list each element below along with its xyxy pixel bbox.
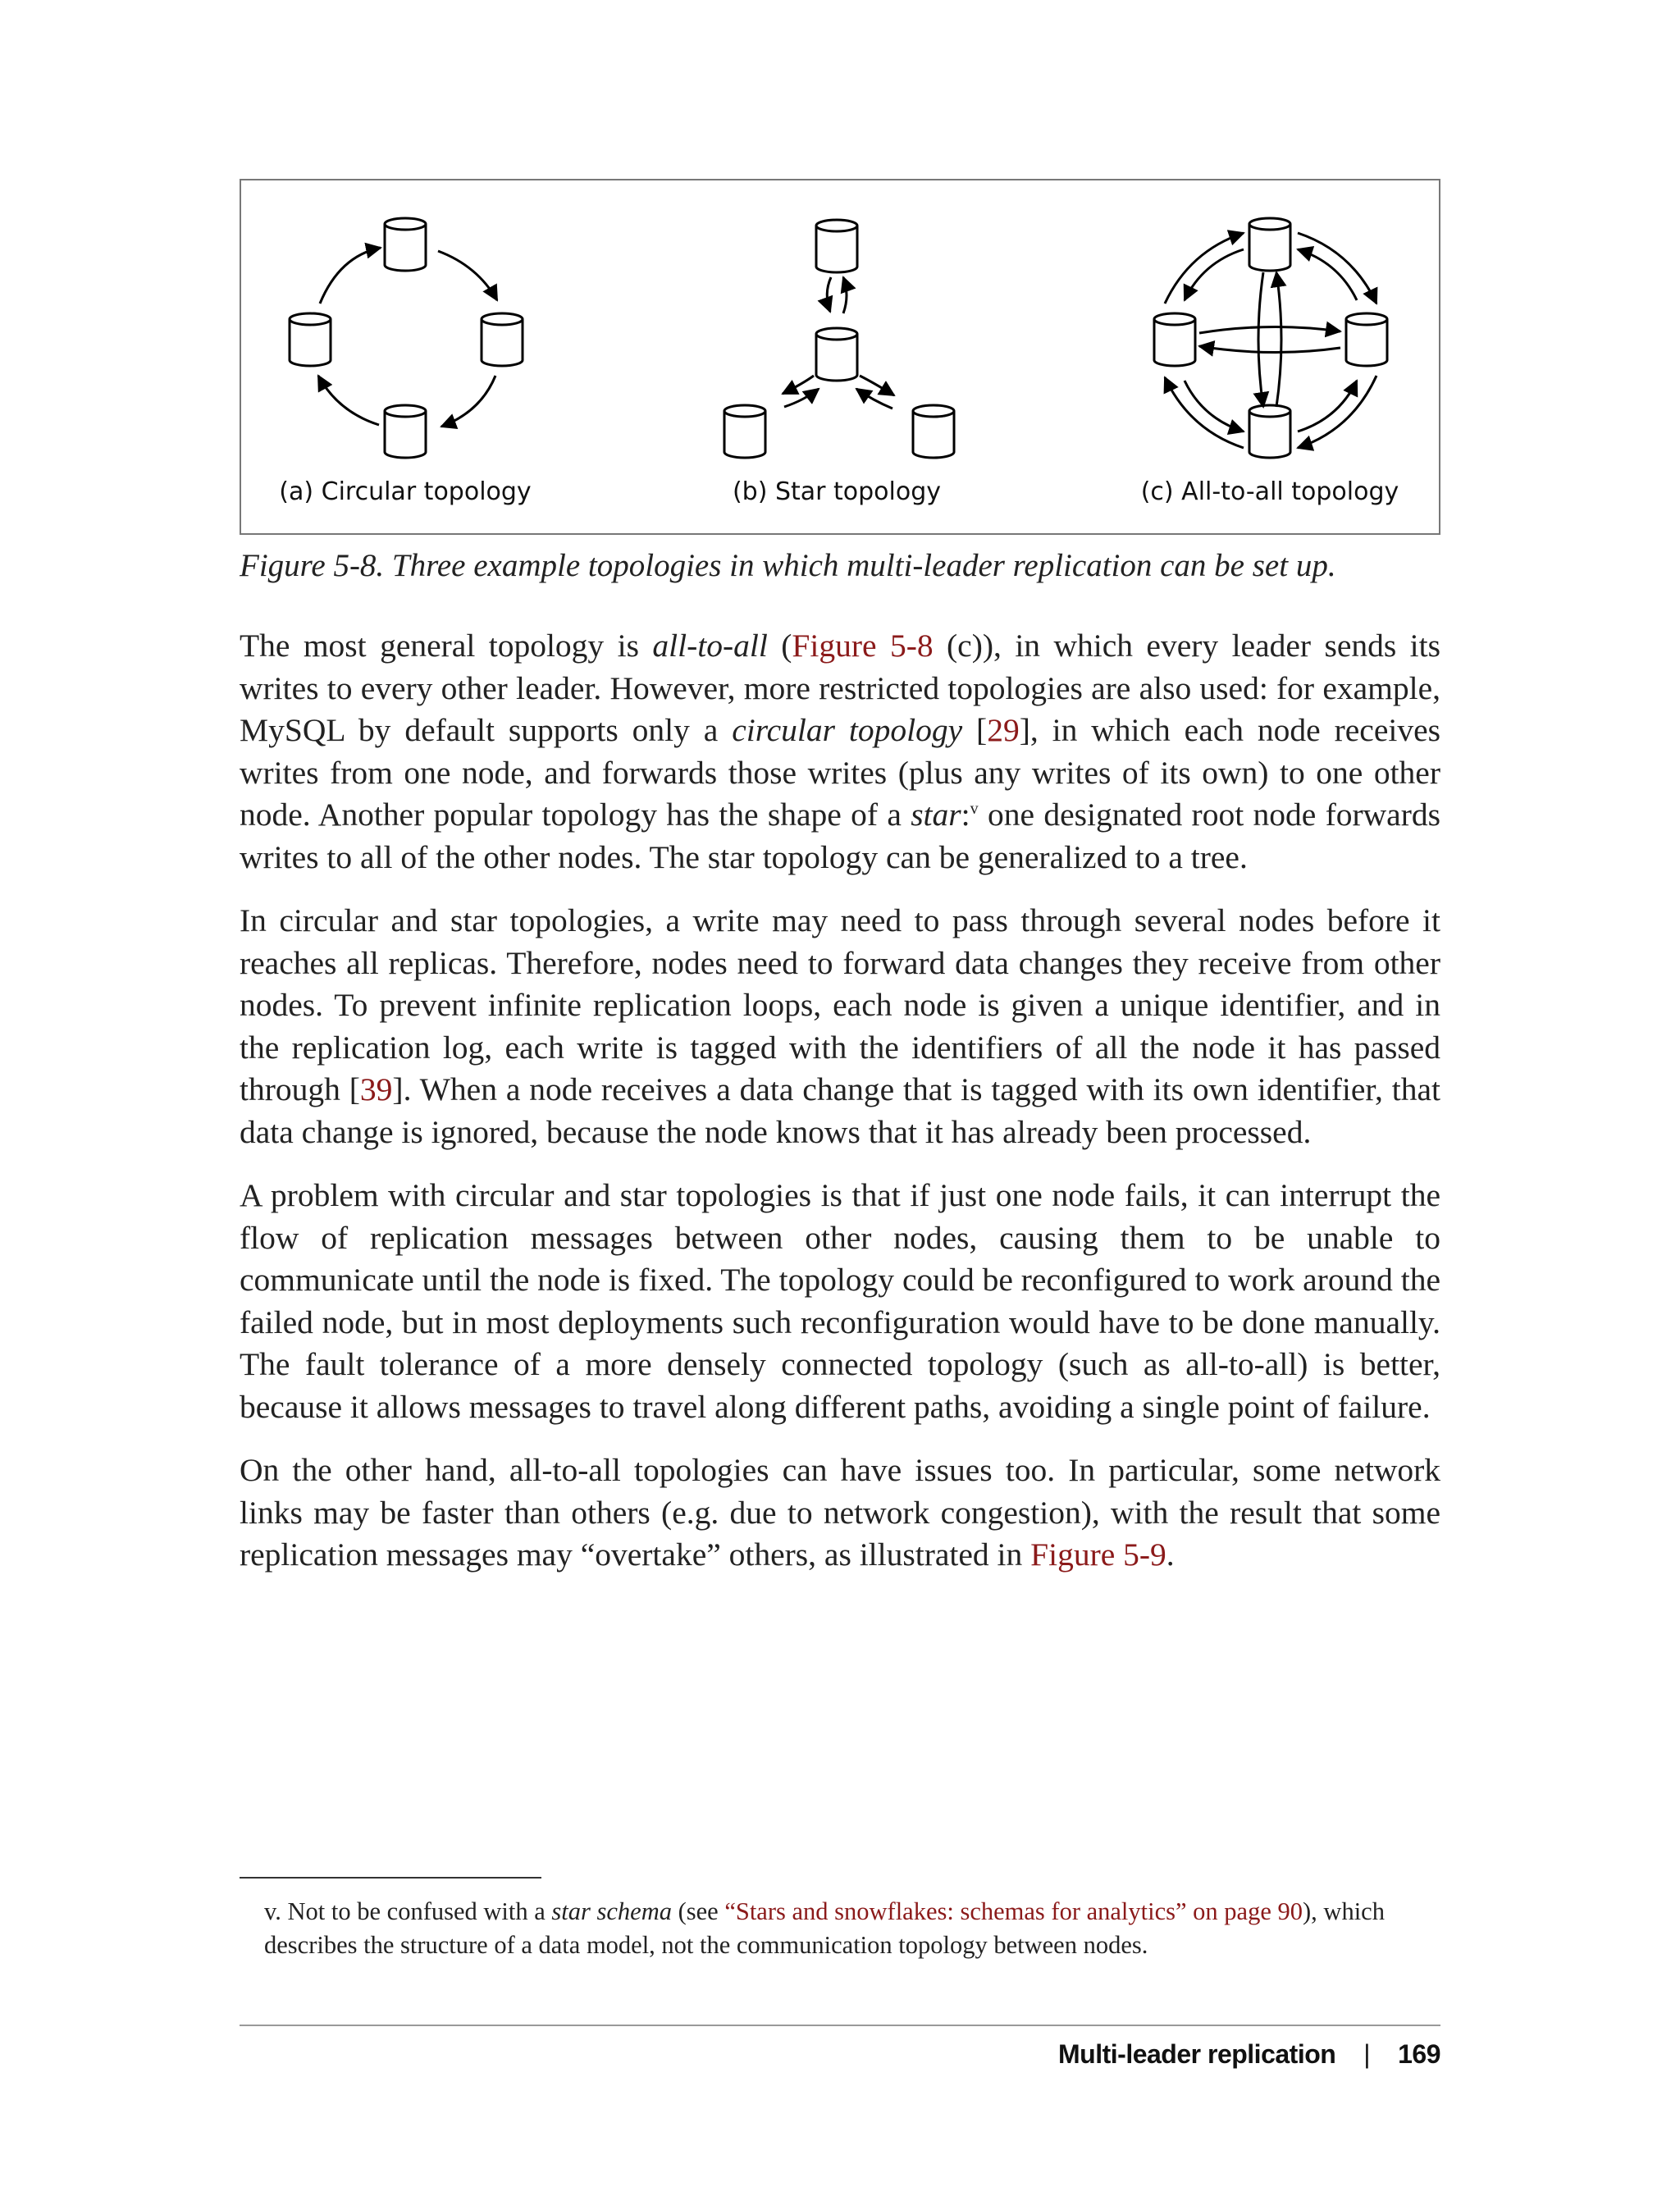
database-icon [1346, 313, 1387, 366]
database-icon [1249, 405, 1290, 458]
footnote-marker[interactable]: v [970, 799, 979, 818]
footer-divider [240, 2025, 1440, 2026]
figure-caption: Figure 5-8. Three example topologies in which multi-leader replication can be set up. [240, 548, 1336, 583]
arrow [320, 248, 381, 304]
arrow [827, 277, 831, 312]
page-footer [1058, 2039, 1440, 2070]
running-head: Multi-leader replication [1058, 2039, 1336, 2069]
database-icon [482, 313, 523, 366]
arrow [1199, 326, 1340, 333]
arrow [1298, 376, 1376, 448]
database-icon [1154, 313, 1195, 366]
arrow [1258, 272, 1263, 407]
arrow [783, 376, 814, 394]
citation-39-link[interactable]: 39 [359, 1071, 393, 1107]
page-number: 169 [1398, 2039, 1440, 2069]
arrow [1165, 377, 1244, 448]
paragraph: In circular and star topologies, a write may need to pass through several nodes before it reaches all replicas. Therefore, nodes need to forward data changes they receive from other nodes. To prevent infinite replication loops, each node is given a unique identifier, and in the replication log, each write is tagged with the identifiers of all the node it has passed through [39]. When a node receives a data change that is tagged with its own identifier, that data change is ignored, because the node knows that it has already been processed. [240, 902, 1440, 1150]
database-icon [290, 313, 331, 366]
label-circular-topology: (a) Circular topology [279, 477, 532, 506]
all-to-all-topology [1154, 218, 1387, 458]
arrow [1185, 381, 1244, 431]
arrow [1199, 346, 1340, 353]
arrow [1276, 272, 1281, 407]
arrow [438, 251, 497, 300]
database-icon [913, 405, 954, 458]
arrow [1165, 233, 1244, 304]
database-icon [385, 218, 426, 271]
database-icon [816, 328, 857, 381]
database-icon [1249, 218, 1290, 271]
arrow [1185, 249, 1244, 300]
citation-29-link[interactable]: 29 [987, 712, 1020, 748]
database-icon [816, 220, 857, 272]
arrow [843, 277, 847, 313]
figure-5-8-link[interactable]: Figure 5-8 [792, 628, 934, 664]
database-icon [385, 405, 426, 458]
paragraph: The most general topology is all-to-all (Figure 5-8 (c)), in which every leader sends its writes to every other leader. However, more restricted topologies are also used: for example, MySQL by default supports only a circular topology [29], in which each node receives writes from one node, and forwards those writes (plus any writes of its own) to one other node. Another popular topology has the shape of a star:$^v$ one designated root node forwards writes to all of the other nodes. The star topology can be generalized to a tree. [240, 628, 1440, 875]
star-topology [724, 220, 954, 458]
footnote-divider [240, 1877, 541, 1879]
paragraph: On the other hand, all-to-all topologies can have issues too. In particular, some network links may be faster than others (e.g. due to network congestion), with the result that some replication messages may “overtake” others, as illustrated in Figure 5-9. [240, 1452, 1440, 1573]
figure-5-9-link[interactable]: Figure 5-9 [1030, 1536, 1166, 1573]
body-text [240, 625, 1440, 1598]
arrow [1298, 249, 1357, 300]
database-icon [724, 405, 765, 458]
label-star-topology: (b) Star topology [732, 477, 942, 506]
arrow [441, 376, 495, 427]
stars-and-snowflakes-link[interactable]: “Stars and snowflakes: schemas for analytics” on page 90 [724, 1897, 1303, 1925]
footer-separator: | [1363, 2039, 1371, 2069]
arrow [1298, 381, 1357, 431]
arrow [860, 376, 894, 395]
footnote: v. Not to be confused with a star schema (see “Stars and snowflakes: schemas for analytics” on page 90), which describes the structure of a data model, not the communication topology between nodes. [264, 1897, 1385, 1959]
paragraph: A problem with circular and star topologies is that if just one node fails, it can interrupt the flow of replication messages between other nodes, causing them to be unable to communicate until the node is fixed. The topology could be reconfigured to work around the failed node, but in most deployments such reconfiguration would have to be done manually. The fault tolerance of a more densely connected topology (such as all-to-all) is better, because it allows messages to travel along different paths, avoiding a single point of failure. [240, 1177, 1440, 1425]
arrow [318, 376, 379, 425]
label-all-to-all-topology: (c) All-to-all topology [1140, 477, 1399, 506]
figure-5-8 [240, 179, 1440, 535]
circular-topology [290, 218, 523, 458]
arrow [1298, 233, 1376, 304]
